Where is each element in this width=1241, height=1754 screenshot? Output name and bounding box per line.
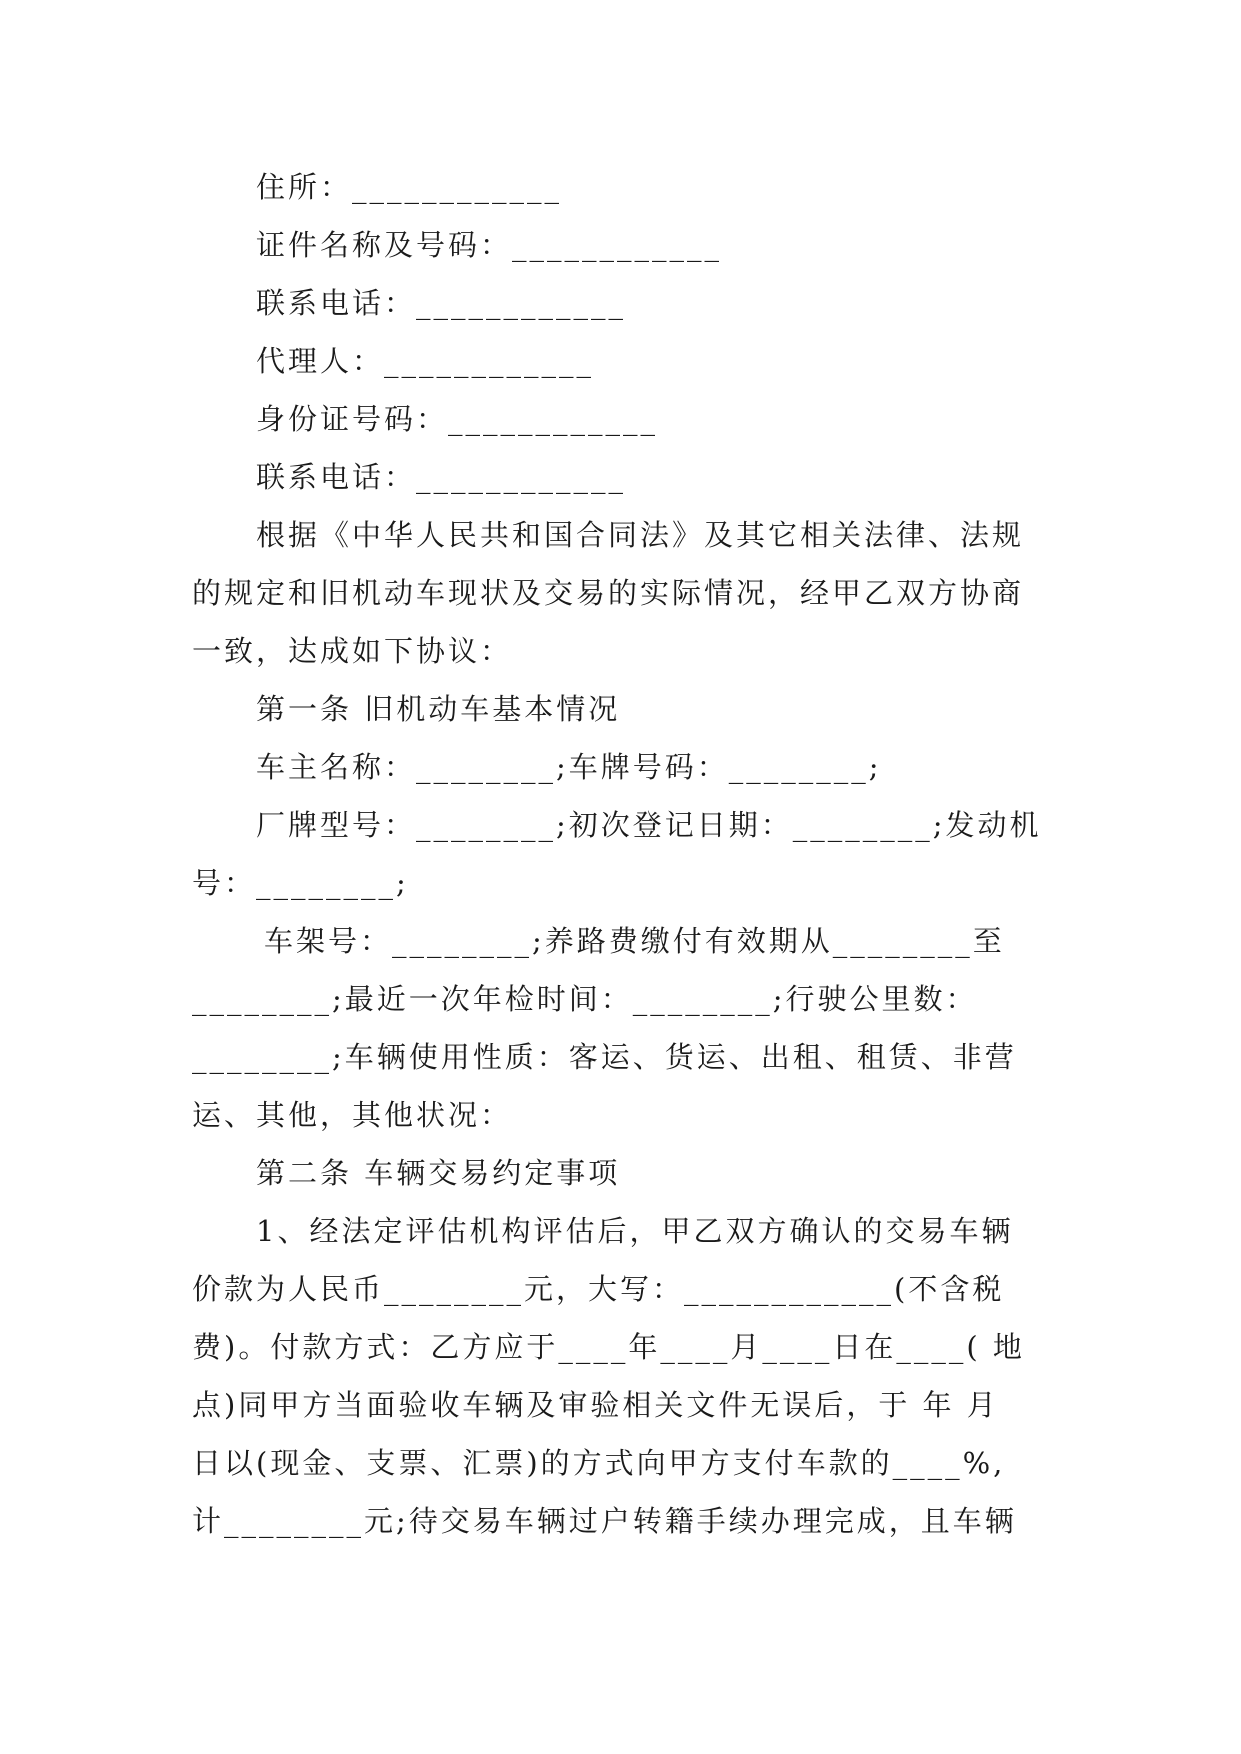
id-number-line: 身份证号码：____________ (256, 402, 659, 436)
article-2-heading: 第二条 车辆交易约定事项 (256, 1156, 621, 1190)
id-document-line: 证件名称及号码：____________ (256, 228, 723, 262)
residence-line: 住所：____________ (256, 170, 563, 204)
preamble-line-3: 一致，达成如下协议： (192, 634, 513, 668)
clause-1-line-5: 日以(现金、支票、汇票)的方式向甲方支付车款的____%, (192, 1446, 1006, 1480)
inspection-mileage-line: ________;最近一次年检时间：________;行驶公里数： (192, 982, 978, 1016)
preamble-line-2: 的规定和旧机动车现状及交易的实际情况，经甲乙双方协商 (192, 576, 1025, 610)
agent-line: 代理人：____________ (256, 344, 595, 378)
engine-number-line: 号：________; (192, 866, 409, 900)
article-1-heading: 第一条 旧机动车基本情况 (256, 692, 621, 726)
clause-1-line-3: 费)。付款方式：乙方应于____年____月____日在____( 地 (192, 1330, 1025, 1364)
owner-plate-line: 车主名称：________;车牌号码：________; (256, 750, 882, 784)
clause-1-line-6: 计________元;待交易车辆过户转籍手续办理完成，且车辆 (192, 1504, 1017, 1538)
agent-phone-line: 联系电话：____________ (256, 460, 627, 494)
frame-number-line: 车架号：________;养路费缴付有效期从________至 (264, 924, 1005, 958)
clause-1-line-1: 1、经法定评估机构评估后，甲乙双方确认的交易车辆 (256, 1214, 1014, 1248)
preamble-line-1: 根据《中华人民共和国合同法》及其它相关法律、法规 (256, 518, 1025, 552)
other-status-line: 运、其他，其他状况： (192, 1098, 513, 1132)
clause-1-line-2: 价款为人民币________元，大写：____________(不含税 (192, 1272, 1005, 1306)
usage-nature-line: ________;车辆使用性质：客运、货运、出租、租赁、非营 (192, 1040, 1017, 1074)
model-registration-line: 厂牌型号：________;初次登记日期：________;发动机 (256, 808, 1042, 842)
phone-line: 联系电话：____________ (256, 286, 627, 320)
contract-text (192, 158, 1052, 1550)
clause-1-line-4: 点)同甲方当面验收车辆及审验相关文件无误后，于 年 月 (192, 1388, 999, 1422)
